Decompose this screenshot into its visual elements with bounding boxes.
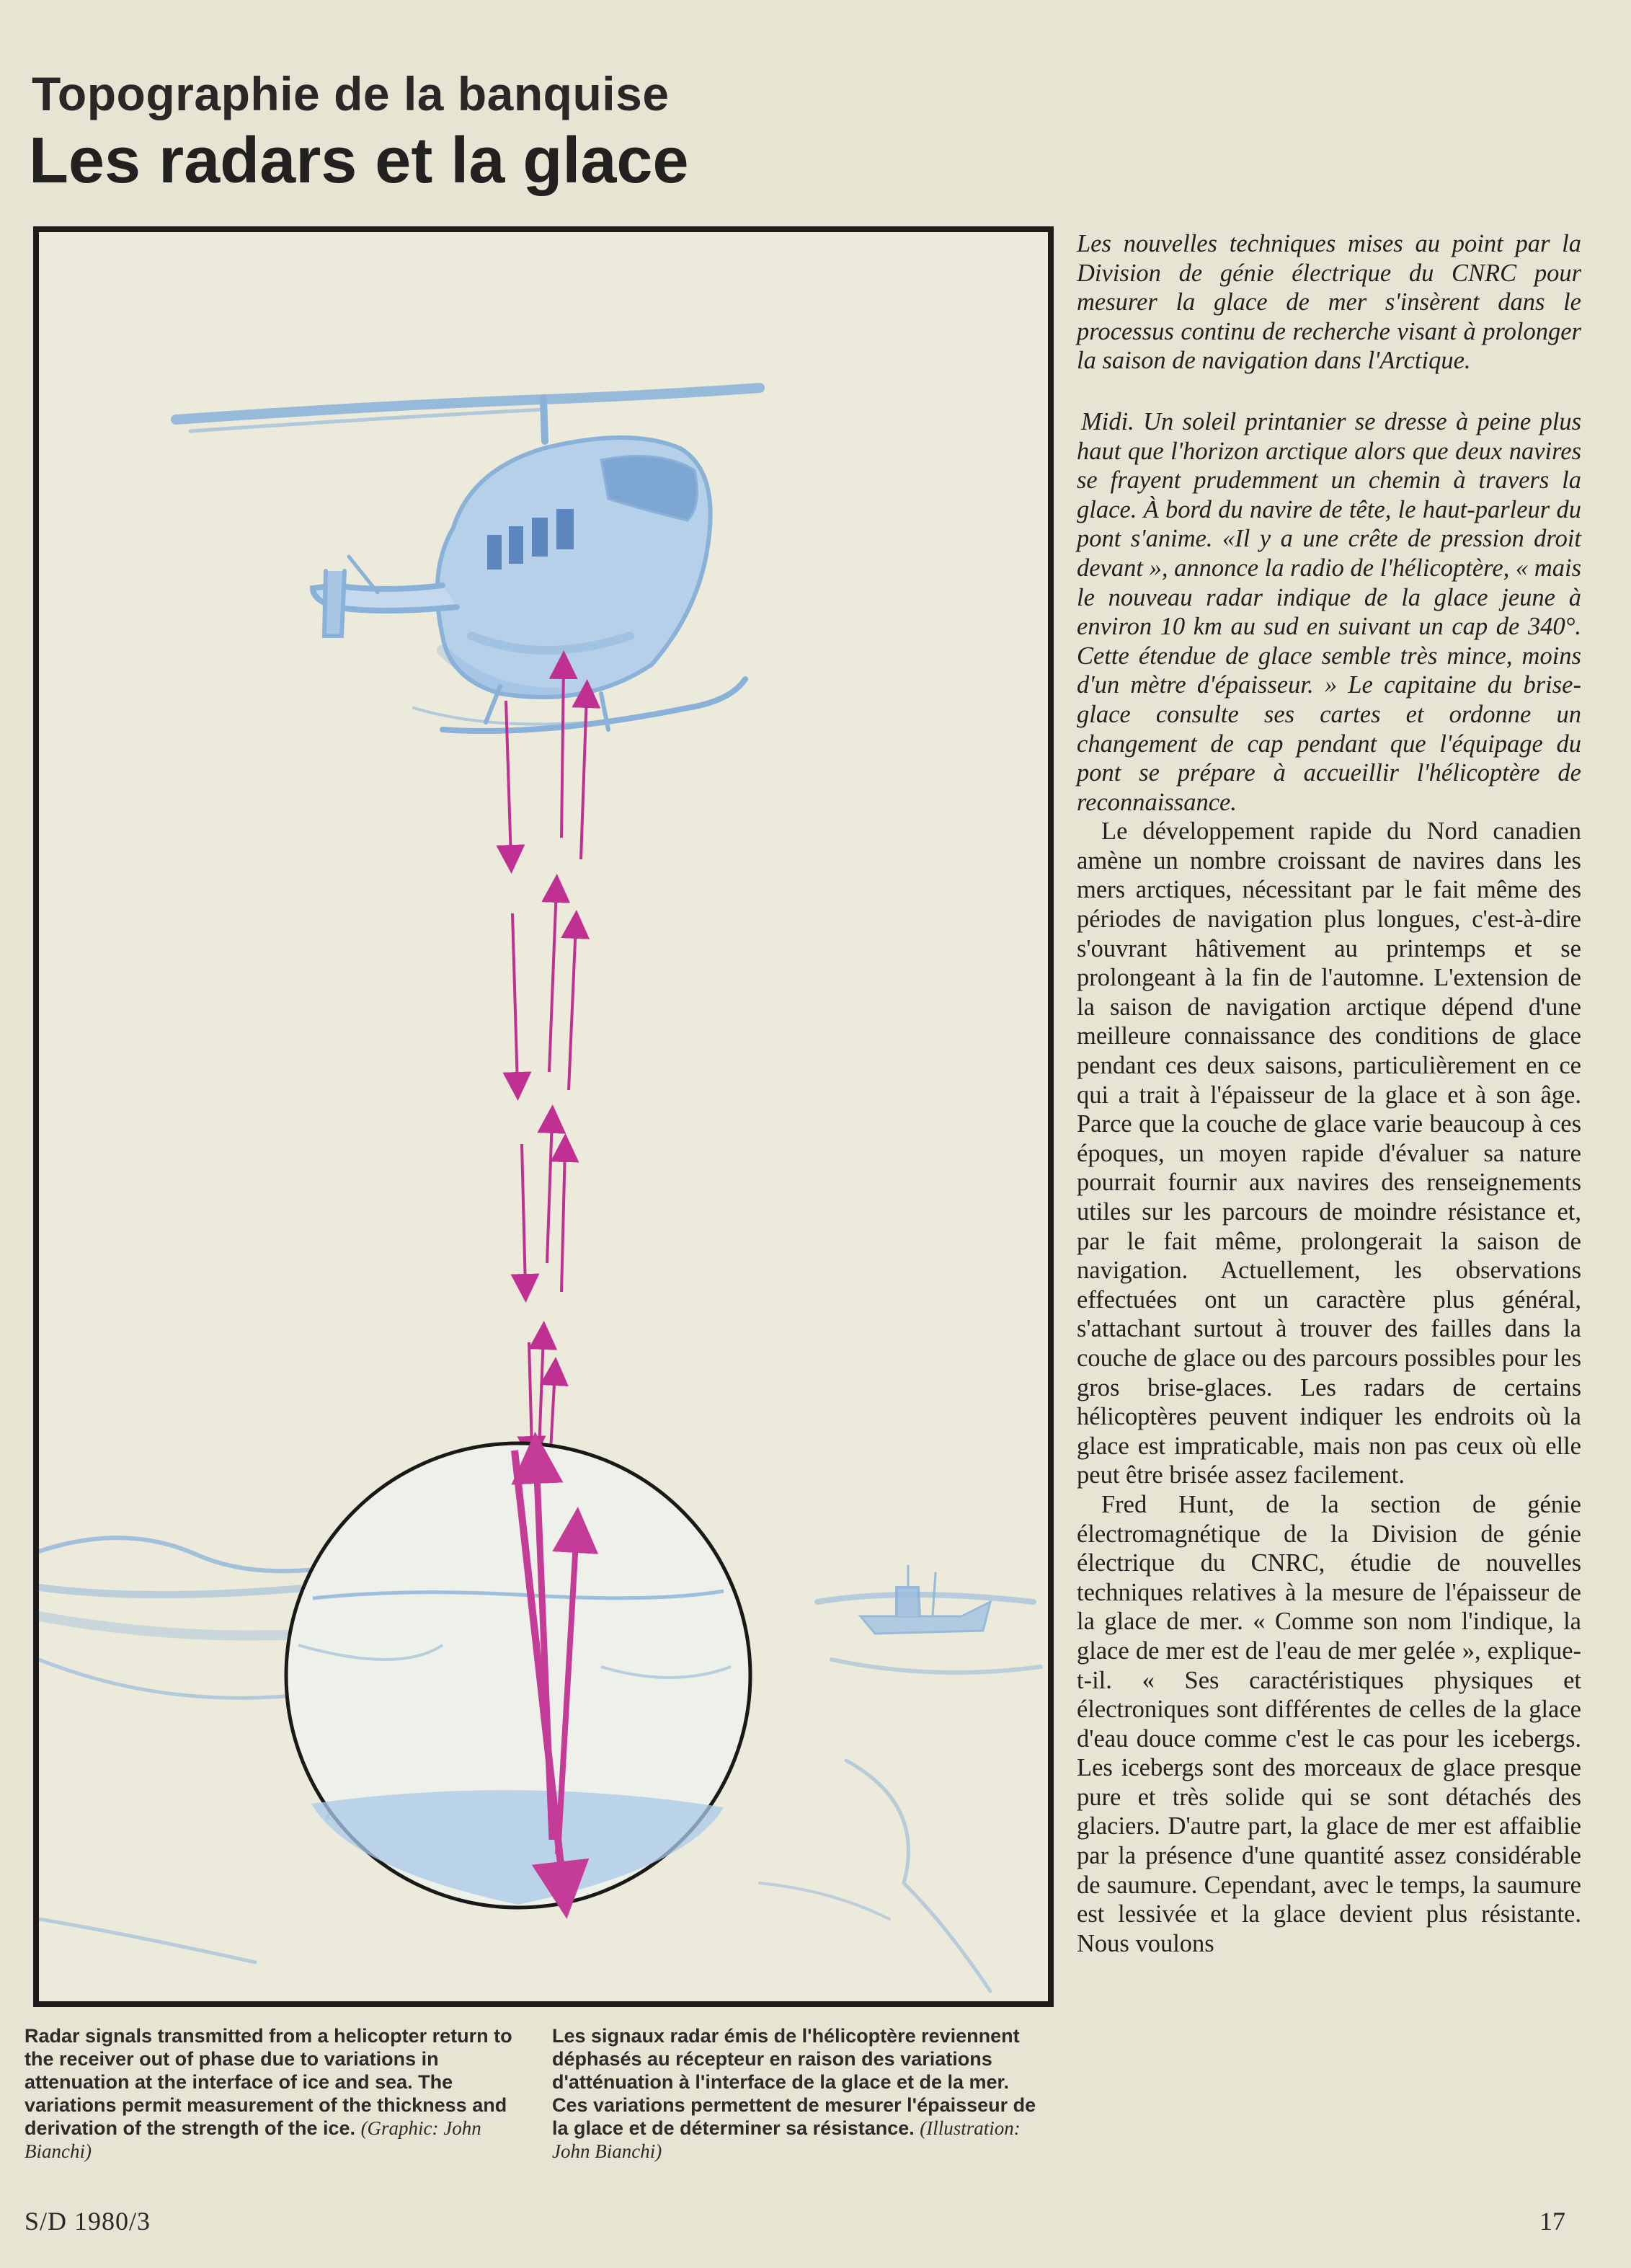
icebreaker-ship-sketch bbox=[861, 1566, 990, 1634]
caption-english bbox=[25, 2024, 522, 2163]
caption-french bbox=[552, 2024, 1049, 2163]
caption-english-credit: (Graphic: John Bianchi) bbox=[25, 2117, 481, 2162]
caption-english-text: Radar signals transmitted from a helicopter return to the receiver out of phase due to variations in attenuation at the interface of ice and sea. The variations permit measurement of the thickness and derivation of the strength of the ice. bbox=[25, 2025, 512, 2139]
caption-french-credit: (Illustration: John Bianchi) bbox=[552, 2117, 1021, 2162]
article-lede: Les nouvelles techniques mises au point par la Division de génie électrique du CNRC pour mesurer la glace de mer s'insèrent dans le processus continu de recherche visant à prolonger la saison de navigation dans l'Arctique. bbox=[1077, 230, 1581, 375]
radar-signal-arrows bbox=[506, 665, 587, 1450]
helicopter-sketch bbox=[176, 388, 760, 731]
article-body bbox=[1077, 229, 1581, 1958]
article-paragraph: Fred Hunt, de la section de génie électromagnétique de la Division de génie électrique du CNRC, étudie de nouvelles techniques relatives à la mesure de l'épaisseur de la glace de mer. « Comme son nom l'indique, la glace de mer est de l'eau de mer gelée », explique-t-il. « Ses caractéristiques physiques et électroniques sont différentes de celles de la glace d'eau douce comme c'est le cas pour les icebergs. Les icebergs sont des morceaux de glace presque pure et très solide qui se sont détachés des glaciers. D'autre part, la glace de mer est affaiblie par la présence d'une quantité assez considérable de saumure. Cependant, avec le temps, la saumure est lessivée et la glace devient plus résistante. Nous voulons bbox=[1077, 1490, 1581, 1957]
issue-label: S/D 1980/3 bbox=[25, 2207, 151, 2236]
helicopter-radar-illustration bbox=[39, 232, 1048, 2001]
article-paragraph: Le développement rapide du Nord canadien amène un nombre croissant de navires dans les mers arctiques, nécessitant par le fait même des périodes de navigation plus longues, c'est-à-dire s'ouvrant hâtivement au printemps et se prolongeant à la fin de l'automne. L'extension de la saison de navigation arctique dépend d'une meilleure connaissance des conditions de glace pendant ces deux saisons, particulièrement en ce qui a trait à l'épaisseur de la glace et à son âge. Parce que la couche de glace varie beaucoup à ces époques, un moyen rapide d'évaluer sa nature pourrait fournir aux navires des renseignements utiles sur les parcours de moindre résistance et, par le fait même, prolongerait la saison de navigation. Actuellement, les observations effectuées ont un caractère plus général, s'attachant surtout à trouver des failles dans la couche de glace ou des parcours possibles pour les gros brise-glaces. Les radars de certains hélicoptères peuvent indiquer les endroits où la glace est impraticable, mais non pas ceux où elle peut être brisée assez facilement. bbox=[1077, 818, 1581, 1489]
page-number: 17 bbox=[1539, 2207, 1565, 2236]
article-title: Les radars et la glace bbox=[29, 125, 689, 197]
illustration-frame bbox=[33, 226, 1054, 2007]
caption-french-text: Les signaux radar émis de l'hélicoptère reviennent déphasés au récepteur en raison des variations d'atténuation à l'interface de la glace et de la mer. Ces variations permettent de mesurer l'épaisseur de la glace et de déterminer sa résistance. bbox=[552, 2025, 1036, 2139]
ice-interface-magnifier bbox=[286, 1443, 750, 1908]
article-kicker: Topographie de la banquise bbox=[32, 67, 670, 120]
article-opening-scene: Midi. Un soleil printanier se dresse à peine plus haut que l'horizon arctique alors que deux navires se frayent prudemment un chemin à travers la glace. À bord du navire de tête, le haut-parleur du pont s'anime. «Il y a une crête de pression droit devant », annonce la radio de l'hélicoptère, « mais le nouveau radar indique de la glace jeune à environ 10 km au sud en suivant un cap de 340°. Cette étendue de glace semble très mince, moins d'un mètre d'épaisseur. » Le capitaine du brise-glace consulte ses cartes et ordonne un changement de cap pendant que l'équipage du pont se prépare à accueillir l'hélicoptère de reconnaissance. bbox=[1077, 407, 1581, 816]
